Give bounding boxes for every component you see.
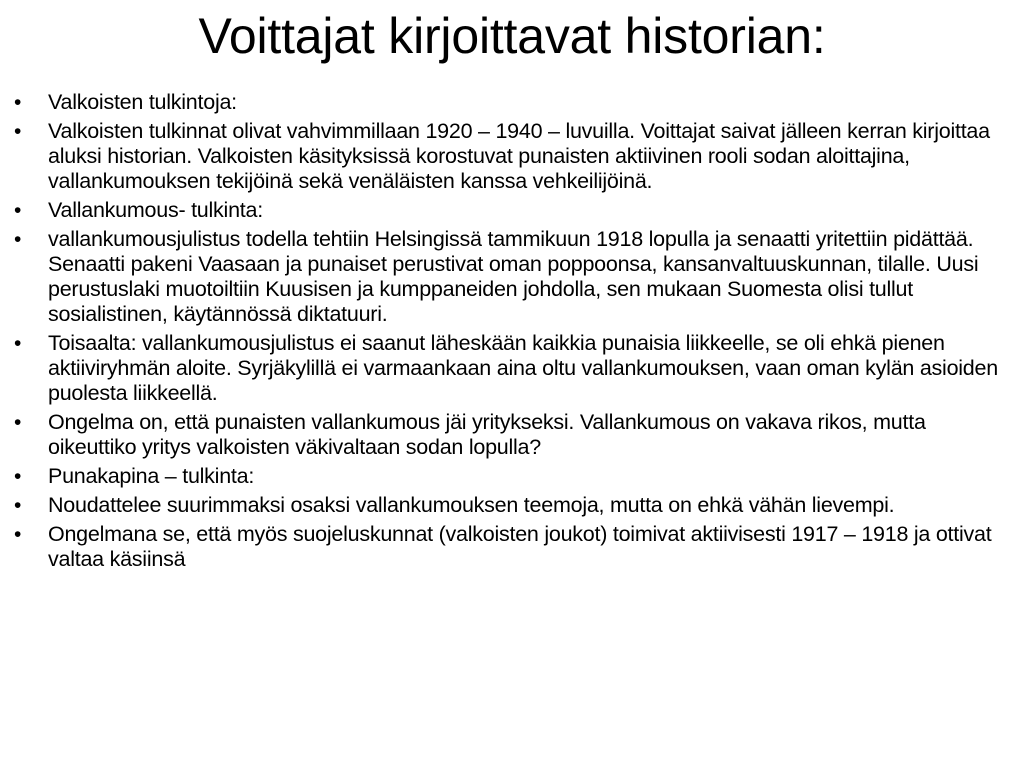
bullet-icon: •: [14, 411, 22, 434]
slide-title: Voittajat kirjoittavat historian:: [198, 8, 826, 64]
list-item: [14, 227, 1014, 327]
bullet-icon: •: [14, 199, 22, 222]
bullet-text: Vallankumous- tulkinta:: [48, 198, 263, 222]
list-item: [14, 90, 1014, 115]
bullet-icon: •: [14, 120, 22, 143]
bullet-text: Valkoisten tulkintoja:: [48, 90, 237, 114]
list-item: [14, 331, 1014, 406]
list-item: [14, 493, 1014, 518]
bullet-text: Punakapina – tulkinta:: [48, 464, 255, 488]
bullet-text: Ongelmana se, että myös suojeluskunnat (valkoisten joukot) toimivat aktiivisesti 1917 – 1918 ja ottivat valtaa käsiinsä: [48, 522, 992, 571]
bullet-icon: •: [14, 332, 22, 355]
bullet-icon: •: [14, 91, 22, 114]
bullet-icon: •: [14, 523, 22, 546]
bullet-icon: •: [14, 494, 22, 517]
bullet-text: Ongelma on, että punaisten vallankumous jäi yritykseksi. Vallankumous on vakava rikos, mutta oikeuttiko yritys valkoisten väkivaltaan sodan lopulla?: [48, 410, 926, 459]
list-item: [14, 119, 1014, 194]
list-item: [14, 410, 1014, 460]
bullet-text: Toisaalta: vallankumousjulistus ei saanut läheskään kaikkia punaisia liikkeelle, se oli ehkä pienen aktiiviryhmän aloite. Syrjäkylillä ei varmaankaan aina oltu vallankumouksen, vaan oman kylän asioiden puolesta liikkeellä.: [48, 331, 998, 405]
list-item: [14, 522, 1014, 572]
bullet-text: vallankumousjulistus todella tehtiin Helsingissä tammikuun 1918 lopulla ja senaatti yritettiin pidättää. Senaatti pakeni Vaasaan ja punaiset perustivat oman poppoonsa, kansanvaltuuskunnan, tilalle. Uusi perustuslaki muotoiltiin Kuusisen ja kumppaneiden johdolla, sen mukaan Suomesta olisi tullut sosialistinen, käytännössä diktatuuri.: [48, 227, 979, 326]
bullet-icon: •: [14, 228, 22, 251]
list-item: [14, 464, 1014, 489]
bullet-list: [14, 90, 1014, 576]
bullet-text: Valkoisten tulkinnat olivat vahvimmillaan 1920 – 1940 – luvuilla. Voittajat saivat jälleen kerran kirjoittaa aluksi historian. Valkoisten käsityksissä korostuvat punaisten aktiivinen rooli sodan aloittajina, vallankumouksen tekijöinä sekä venäläisten kanssa vehkeilijöinä.: [48, 119, 990, 193]
list-item: [14, 198, 1014, 223]
bullet-text: Noudattelee suurimmaksi osaksi vallankumouksen teemoja, mutta on ehkä vähän lievempi.: [48, 493, 895, 517]
bullet-icon: •: [14, 465, 22, 488]
